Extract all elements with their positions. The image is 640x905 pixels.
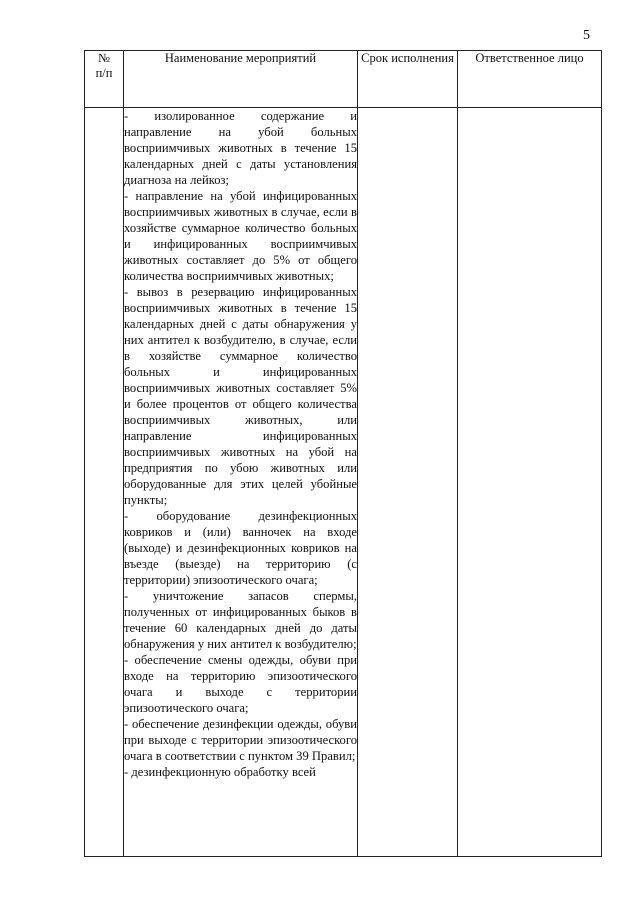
header-number-pp: п/п bbox=[95, 66, 113, 80]
measure-item-semen-destruction: - уничтожение запасов спермы, полученных от инфицированных быков в течение 60 календарных дней до даты обнаружения у них антител к возбудителю; bbox=[124, 589, 357, 651]
table-row bbox=[85, 108, 602, 857]
header-measure-name: Наименование мероприятий bbox=[124, 51, 358, 108]
measures-table bbox=[84, 50, 602, 857]
cell-measures bbox=[124, 108, 358, 857]
measure-item-isolation: - изолированное содержание и направление на убой больных восприимчивых животных в течение 15 календарных дней с даты установления диагноза на лейкоз; bbox=[124, 109, 357, 187]
page-number: 5 bbox=[583, 28, 590, 43]
measure-item-reservation: - вывоз в резервацию инфицированных восприимчивых животных в течение 15 календарных дней с даты обнаружения у них антител к возбудителю, в случае, если в хозяйстве суммарное количество больных и инфицированных восприимчивых животных составляет 5% и более процентов от общего количества восприимчивых животных, или направление инфицированных восприимчивых животных на убой на предприятия по убою животных или оборудованные для этих целей убойные пункты; bbox=[124, 285, 357, 507]
measure-item-slaughter-infected: - направление на убой инфицированных восприимчивых животных в случае, если в хозяйстве суммарное количество больных и инфицированных восприимчивых животных составляет до 5% от общего количества восприимчивых животных; bbox=[124, 189, 357, 283]
header-term: Срок исполнения bbox=[358, 51, 458, 108]
header-responsible: Ответственное лицо bbox=[458, 51, 602, 108]
measure-item-disinfection-treatment: - дезинфекционную обработку всей bbox=[124, 765, 316, 779]
measure-item-clothing-disinfection: - обеспечение дезинфекции одежды, обуви при выходе с территории эпизоотического очага в соответствии с пунктом 39 Правил; bbox=[124, 717, 357, 763]
measure-item-disinfection-mats: - оборудование дезинфекционных ковриков и (или) ванночек на входе (выходе) и дезинфекционных ковриков на въезде (выезде) на территорию (с территории) эпизоотического очага; bbox=[124, 509, 357, 587]
header-number-sign: № bbox=[98, 51, 110, 65]
table-header-row bbox=[85, 51, 602, 108]
cell-term bbox=[358, 108, 458, 857]
header-number bbox=[85, 51, 124, 108]
cell-number bbox=[85, 108, 124, 857]
measure-item-clothing-change: - обеспечение смены одежды, обуви при входе на территорию эпизоотического очага и выходе с территории эпизоотического очага; bbox=[124, 653, 357, 715]
cell-responsible bbox=[458, 108, 602, 857]
